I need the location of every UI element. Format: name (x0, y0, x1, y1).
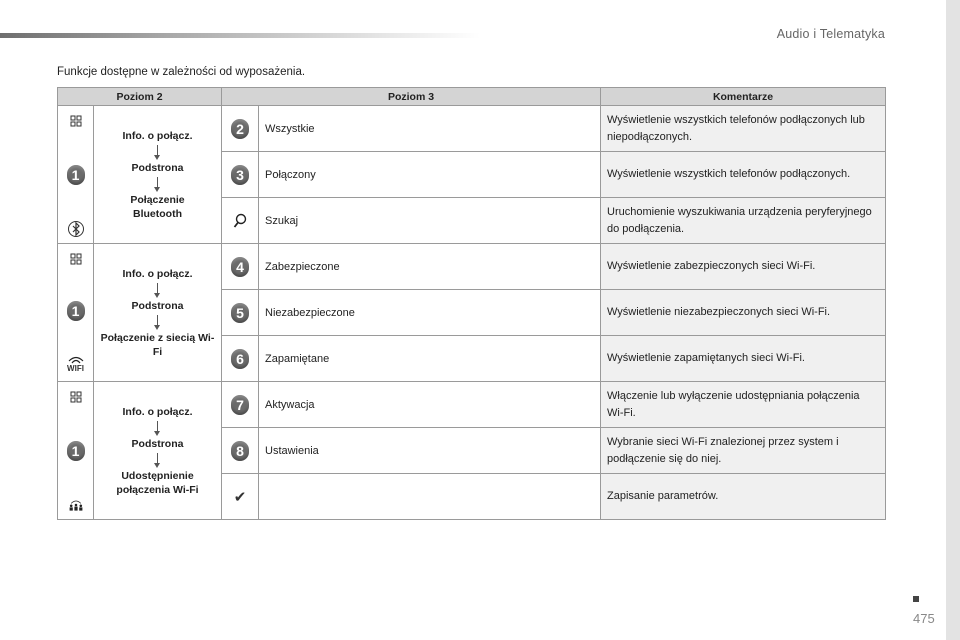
menu-number-badge: 7 (231, 395, 249, 415)
level3-label: Aktywacja (259, 382, 601, 428)
down-arrow-icon (157, 145, 158, 156)
nav-bluetooth-connection: Połączenie Bluetooth (130, 193, 185, 220)
comment-cell: Uruchomienie wyszukiwania urządzenia peryferyjnego do podłączenia. (601, 198, 886, 244)
row-number-cell (222, 336, 259, 382)
group-nav-hotspot (94, 382, 222, 520)
down-arrow-icon (157, 283, 158, 294)
header-level2: Poziom 2 (58, 88, 222, 106)
check-icon: ✔ (233, 488, 247, 506)
level3-label: Ustawienia (259, 428, 601, 474)
down-arrow-icon (157, 177, 158, 188)
menu-number-badge: 4 (231, 257, 249, 277)
level3-label: Wszystkie (259, 106, 601, 152)
group-nav-bluetooth (94, 106, 222, 244)
menu-number-badge: 2 (231, 119, 249, 139)
level3-label: Niezabezpieczone (259, 290, 601, 336)
group-icons-bluetooth (58, 106, 94, 244)
table-header-row (58, 88, 886, 106)
down-arrow-icon (157, 315, 158, 326)
nav-subpage: Podstrona (131, 437, 184, 450)
menu-number-badge: 1 (67, 301, 85, 321)
level3-label: Szukaj (259, 198, 601, 244)
row-number-cell (222, 290, 259, 336)
row-number-cell (222, 152, 259, 198)
row-icon-cell (222, 474, 259, 520)
people-icon (68, 497, 84, 513)
nav-connection-info: Info. o połącz. (122, 405, 193, 418)
header-comments: Komentarze (601, 88, 886, 106)
header-bar (0, 33, 480, 38)
comment-cell: Zapisanie parametrów. (601, 474, 886, 520)
bluetooth-icon (68, 221, 84, 237)
menu-number-badge: 1 (67, 165, 85, 185)
down-arrow-icon (157, 421, 158, 432)
function-table (57, 87, 886, 520)
grid-icon (68, 113, 84, 129)
comment-cell: Wybranie sieci Wi-Fi znalezionej przez system i podłączenie się do niej. (601, 428, 886, 474)
level3-label: Zabezpieczone (259, 244, 601, 290)
page-edge-strip (946, 0, 960, 640)
comment-cell: Włączenie lub wyłączenie udostępniania połączenia Wi-Fi. (601, 382, 886, 428)
header-level3: Poziom 3 (222, 88, 601, 106)
group-icons-hotspot (58, 382, 94, 520)
row-icon-cell (222, 198, 259, 244)
grid-icon (68, 389, 84, 405)
level3-label: Zapamiętane (259, 336, 601, 382)
table-row (58, 382, 886, 428)
section-title: Audio i Telematyka (776, 27, 885, 41)
grid-icon (68, 251, 84, 267)
comment-cell: Wyświetlenie niezabezpieczonych sieci Wi-Fi. (601, 290, 886, 336)
intro-text: Funkcje dostępne w zależności od wyposażenia. (57, 66, 306, 78)
table-row (58, 244, 886, 290)
comment-cell: Wyświetlenie zapamiętanych sieci Wi-Fi. (601, 336, 886, 382)
menu-number-badge: 8 (231, 441, 249, 461)
menu-number-badge: 6 (231, 349, 249, 369)
group-nav-wifi (94, 244, 222, 382)
comment-cell: Wyświetlenie wszystkich telefonów podłączonych. (601, 152, 886, 198)
row-number-cell (222, 428, 259, 474)
level3-label (259, 474, 601, 520)
table-row (58, 106, 886, 152)
search-icon (232, 213, 248, 229)
page-marker (913, 596, 919, 602)
page-number: 475 (913, 611, 935, 626)
group-icons-wifi (58, 244, 94, 382)
menu-number-badge: 5 (231, 303, 249, 323)
nav-wifi-connection: Połączenie z siecią Wi-Fi (100, 331, 215, 358)
wifi-icon (65, 355, 87, 375)
nav-connection-info: Info. o połącz. (122, 129, 193, 142)
comment-cell: Wyświetlenie wszystkich telefonów podłączonych lub niepodłączonych. (601, 106, 886, 152)
level3-label: Połączony (259, 152, 601, 198)
down-arrow-icon (157, 453, 158, 464)
comment-cell: Wyświetlenie zabezpieczonych sieci Wi-Fi. (601, 244, 886, 290)
row-number-cell (222, 106, 259, 152)
nav-wifi-sharing: Udostępnienie połączenia Wi-Fi (116, 469, 199, 496)
row-number-cell (222, 382, 259, 428)
nav-subpage: Podstrona (131, 299, 184, 312)
nav-subpage: Podstrona (131, 161, 184, 174)
nav-connection-info: Info. o połącz. (122, 267, 193, 280)
row-number-cell (222, 244, 259, 290)
menu-number-badge: 1 (67, 441, 85, 461)
wifi-label: WIFI (67, 364, 84, 373)
menu-number-badge: 3 (231, 165, 249, 185)
